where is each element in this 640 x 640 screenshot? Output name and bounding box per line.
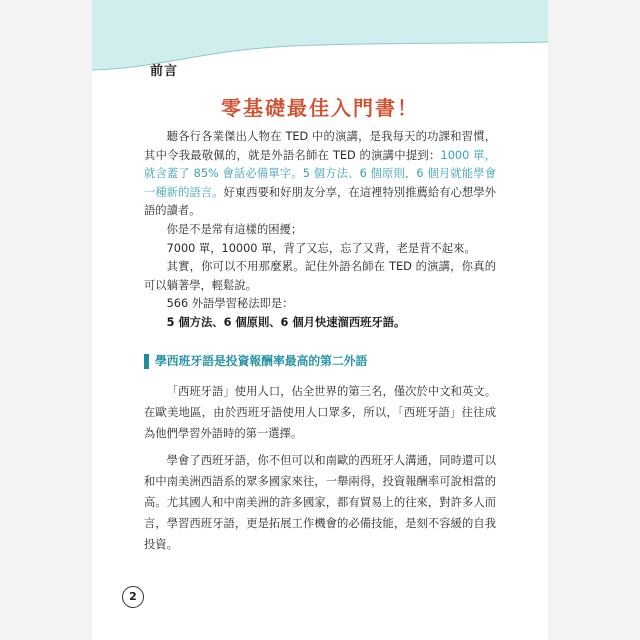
intro-paragraph-5: 566 外語學習秘法即是： (166, 297, 294, 311)
section-tag: 前言 (150, 64, 179, 79)
section-text (144, 381, 496, 555)
intro-p1-a: 聽各行各業傑出人物在 TED 中的演講，是我每天的功課和習慣，其中令我最敬佩的，就是外語名師在 TED 的演講中提到： (144, 130, 496, 162)
intro-paragraph-3: 7000 單，10000 單，背了又忘，忘了又背，老是背不起來。 (166, 241, 476, 255)
section-paragraph-1: 「西班牙語」使用人口，佔全世界的第三名，僅次於中文和英文。在歐美地區，由於西班牙語使用人口眾多，所以，「西班牙語」往往成為他們學習外語時的第一選擇。 (144, 385, 496, 440)
intro-paragraph-4: 其實，你可以不用那麼累。記住外語名師在 TED 的演講，你真的可以躺著學，輕鬆說。 (144, 260, 496, 292)
book-page (92, 0, 548, 640)
intro-paragraph-1 (144, 128, 496, 221)
page-number: 2 (122, 586, 144, 608)
section-heading: 學西班牙語是投資報酬率最高的第二外語 (144, 354, 507, 369)
intro-p1-highlight: 1000 單，就含蓋了 85% 會話必備單字。5 個方法、6 個原則，6 個月就能學會一種新的語言。 (144, 148, 497, 199)
intro-paragraph-2: 你是不是常有這樣的困擾； (166, 222, 303, 236)
intro-paragraph-6: 5 個方法、6 個原則、6 個月快速溜西班牙語。 (166, 315, 406, 329)
section-paragraph-2: 學會了西班牙語，你不但可以和南歐的西班牙人溝通，同時還可以和中南美洲西語系的眾多國家來往，一舉兩得，投資報酬率可說相當的高。尤其國人和中南美洲的許多國家，都有貿易上的往來，對許多人而言，學習西班牙語，更是拓展工作機會的必備技能，是刻不容緩的自我投資。 (144, 454, 496, 551)
page-title: 零基礎最佳入門書！ (221, 96, 419, 120)
intro-text (144, 128, 496, 333)
intro-p1-b: 好東西要和好朋友分享，在這裡特別推薦給有心想學外語的讀者。 (144, 185, 496, 218)
